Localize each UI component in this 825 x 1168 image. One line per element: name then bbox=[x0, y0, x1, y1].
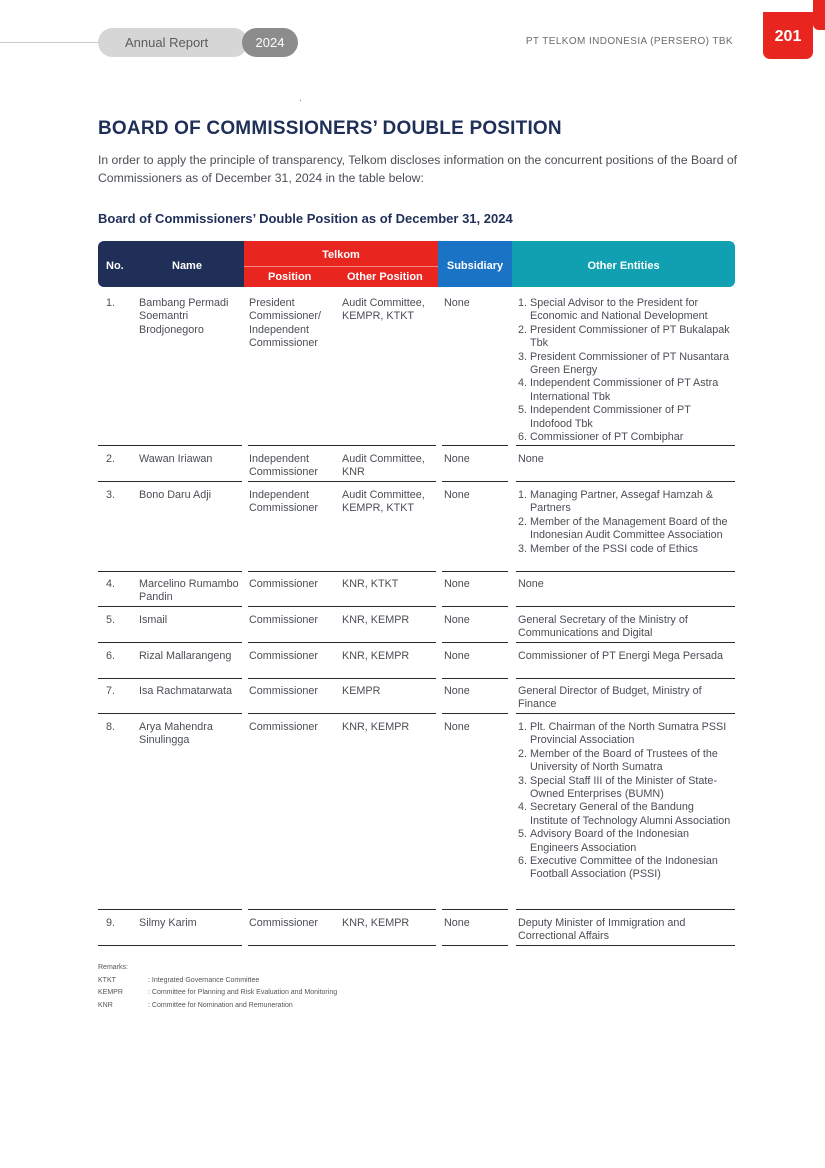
remark-abbr: KTKT bbox=[98, 976, 116, 984]
row-divider bbox=[516, 945, 735, 946]
entity-text: Commissioner of PT Combiphar bbox=[530, 431, 684, 444]
entity-text: Special Staff III of the Minister of State-Owned Enterprises (BUMN) bbox=[530, 774, 718, 801]
table-row bbox=[98, 917, 735, 945]
row-number: 6. bbox=[106, 650, 116, 662]
entity-text: Executive Committee of the Indonesian Football Association (PSSI) bbox=[530, 855, 718, 881]
row-number: 7. bbox=[106, 685, 116, 697]
row-name: Isa Rachmatarwata bbox=[139, 685, 233, 697]
entity-text: Special Advisor to the President for Economic and National Development bbox=[530, 297, 708, 323]
header-telkom bbox=[244, 241, 438, 287]
row-divider bbox=[248, 713, 436, 714]
row-number: 5. bbox=[106, 614, 116, 626]
row-other-position: KNR, KEMPR bbox=[342, 614, 410, 626]
page-title: BOARD OF COMMISSIONERS’ DOUBLE POSITION bbox=[98, 118, 562, 139]
table-row bbox=[98, 721, 735, 909]
entity-item: 6. Commissioner of PT Combiphar bbox=[518, 431, 684, 444]
remark-abbr: KEMPR bbox=[98, 989, 123, 996]
table-row bbox=[98, 578, 735, 606]
row-subsidiary: None bbox=[444, 917, 470, 929]
row-divider bbox=[98, 909, 242, 910]
company-name: PT TELKOM INDONESIA (PERSERO) TBK bbox=[525, 36, 733, 47]
row-divider bbox=[248, 571, 436, 572]
row-divider bbox=[248, 481, 436, 482]
header-other-position: Other Position bbox=[347, 271, 423, 283]
row-divider bbox=[98, 678, 242, 679]
row-name: Silmy Karim bbox=[139, 917, 197, 929]
header-other-entities bbox=[512, 241, 735, 287]
row-divider bbox=[516, 642, 735, 643]
row-subsidiary: None bbox=[444, 614, 470, 626]
row-number: 8. bbox=[106, 721, 116, 733]
entity-item: 3. Special Staff III of the Minister of State-Owned Enterprises (BUMN) bbox=[518, 774, 718, 801]
row-other-position: Audit Committee, KEMPR, KTKT bbox=[342, 489, 425, 515]
row-subsidiary: None bbox=[444, 297, 470, 309]
row-other-entities: General Director of Budget, Ministry of Finance bbox=[518, 685, 702, 711]
remark-item bbox=[98, 1000, 337, 1013]
row-other-position: KNR, KEMPR bbox=[342, 917, 410, 929]
table-row bbox=[98, 650, 735, 678]
entity-text: Independent Commissioner of PT Indofood Tbk bbox=[530, 404, 691, 430]
row-divider bbox=[516, 909, 735, 910]
row-other-position: KNR, KEMPR bbox=[342, 650, 410, 662]
row-position: Commissioner bbox=[249, 578, 318, 590]
row-subsidiary: None bbox=[444, 650, 470, 662]
row-divider bbox=[516, 713, 735, 714]
row-divider bbox=[98, 445, 242, 446]
entity-item: 3. President Commissioner of PT Nusantara Green Energy bbox=[518, 350, 730, 377]
table-row bbox=[98, 489, 735, 571]
row-other-entities bbox=[518, 297, 734, 444]
row-position: Commissioner bbox=[249, 614, 318, 626]
entity-item: 5. Independent Commissioner of PT Indofood Tbk bbox=[518, 404, 691, 430]
row-position: Commissioner bbox=[249, 721, 318, 733]
row-position: Independent Commissioner bbox=[249, 489, 318, 515]
row-divider bbox=[442, 678, 508, 679]
row-divider bbox=[248, 642, 436, 643]
entity-text: Member of the Board of Trustees of the University of North Sumatra bbox=[530, 747, 718, 774]
header-rule bbox=[0, 42, 110, 43]
entity-text: Advisory Board of the Indonesian Engineers Association bbox=[530, 828, 690, 854]
entity-item: 1. Managing Partner, Assegaf Hamzah & Partners bbox=[518, 489, 714, 515]
row-divider bbox=[442, 481, 508, 482]
entity-item: 3. Member of the PSSI code of Ethics bbox=[518, 542, 699, 555]
remark-abbr: KNR bbox=[98, 1001, 113, 1009]
row-other-position: KEMPR bbox=[342, 685, 381, 697]
row-position: Independent Commissioner bbox=[249, 453, 318, 479]
header-no: No. bbox=[106, 260, 124, 272]
remark-item bbox=[98, 987, 337, 1000]
entity-text: President Commissioner of PT Bukalapak Tbk bbox=[530, 323, 730, 350]
remark-desc: : Committee for Nomination and Remuneration bbox=[148, 1001, 293, 1009]
row-divider bbox=[442, 713, 508, 714]
row-name: Ismail bbox=[139, 614, 168, 626]
header-subsidiary-label: Subsidiary bbox=[446, 260, 504, 272]
row-divider bbox=[248, 606, 436, 607]
row-number: 2. bbox=[106, 453, 116, 465]
header-telkom-divider bbox=[244, 266, 438, 267]
entity-item: 2. President Commissioner of PT Bukalapak Tbk bbox=[518, 323, 730, 350]
entity-item: 2. Member of the Board of Trustees of the University of North Sumatra bbox=[518, 747, 718, 774]
row-divider bbox=[516, 606, 735, 607]
entity-item: 5. Advisory Board of the Indonesian Engineers Association bbox=[518, 828, 690, 854]
row-divider bbox=[248, 909, 436, 910]
row-divider bbox=[442, 445, 508, 446]
row-subsidiary: None bbox=[444, 578, 470, 590]
row-divider bbox=[442, 945, 508, 946]
row-name: Bono Daru Adji bbox=[139, 489, 212, 501]
header-no-name bbox=[98, 241, 244, 287]
row-other-entities: Deputy Minister of Immigration and Correctional Affairs bbox=[518, 917, 686, 943]
remark-desc: : Committee for Planning and Risk Evaluation and Monitoring bbox=[148, 989, 338, 996]
remark-desc: : Integrated Governance Committee bbox=[148, 976, 260, 984]
row-divider bbox=[442, 606, 508, 607]
entity-item: 4. Secretary General of the Bandung Institute of Technology Alumni Association bbox=[518, 801, 731, 827]
entity-text: President Commissioner of PT Nusantara Green Energy bbox=[530, 350, 730, 377]
row-divider bbox=[248, 945, 436, 946]
entity-item: 4. Independent Commissioner of PT Astra International Tbk bbox=[518, 377, 719, 403]
row-divider bbox=[248, 445, 436, 446]
table-title: Board of Commissioners’ Double Position as of December 31, 2024 bbox=[98, 211, 513, 226]
table-row bbox=[98, 614, 735, 642]
row-divider bbox=[98, 642, 242, 643]
row-divider bbox=[516, 481, 735, 482]
row-number: 4. bbox=[106, 578, 116, 590]
row-name: Wawan Iriawan bbox=[139, 453, 213, 465]
row-name: Bambang Permadi Soemantri Brodjonegoro bbox=[139, 297, 229, 336]
row-other-position: KNR, KTKT bbox=[342, 578, 399, 590]
header-other-entities-label: Other Entities bbox=[587, 260, 660, 272]
row-subsidiary: None bbox=[444, 453, 470, 465]
row-number: 9. bbox=[106, 917, 116, 929]
row-subsidiary: None bbox=[444, 685, 470, 697]
row-other-entities: None bbox=[518, 578, 544, 590]
page-number: 201 bbox=[763, 12, 813, 59]
table-row bbox=[98, 685, 735, 713]
entity-text: Managing Partner, Assegaf Hamzah & Partners bbox=[530, 489, 714, 515]
row-divider bbox=[516, 445, 735, 446]
row-divider bbox=[442, 571, 508, 572]
entity-item: 1. Special Advisor to the President for Economic and National Development bbox=[518, 297, 708, 323]
row-other-entities: Commissioner of PT Energi Mega Persada bbox=[518, 650, 724, 662]
remarks-label: Remarks: bbox=[98, 964, 128, 971]
table-row bbox=[98, 453, 735, 481]
row-divider bbox=[516, 678, 735, 679]
row-divider bbox=[98, 945, 242, 946]
header-position: Position bbox=[268, 271, 312, 283]
row-number: 1. bbox=[106, 297, 116, 309]
row-name: Arya Mahendra Sinulingga bbox=[139, 721, 213, 747]
row-divider bbox=[98, 571, 242, 572]
row-position: Commissioner bbox=[249, 685, 318, 697]
header-subsidiary bbox=[438, 241, 512, 287]
entity-item: 6. Executive Committee of the Indonesian Football Association (PSSI) bbox=[518, 855, 718, 881]
row-divider bbox=[98, 713, 242, 714]
row-divider bbox=[98, 606, 242, 607]
entity-text: Plt. Chairman of the North Sumatra PSSI Provincial Association bbox=[530, 721, 727, 747]
annual-report-pill: Annual Report bbox=[98, 28, 248, 57]
row-subsidiary: None bbox=[444, 489, 470, 501]
entity-text: Member of the PSSI code of Ethics bbox=[530, 542, 699, 555]
entity-item: 2. Member of the Management Board of the Indonesian Audit Committee Association bbox=[518, 515, 728, 542]
row-other-entities bbox=[518, 721, 734, 882]
row-other-position: KNR, KEMPR bbox=[342, 721, 410, 733]
remarks bbox=[98, 962, 337, 1012]
row-divider bbox=[516, 571, 735, 572]
row-name: Marcelino Rumambo Pandin bbox=[139, 578, 239, 604]
entity-text: Secretary General of the Bandung Institute of Technology Alumni Association bbox=[530, 801, 731, 827]
header-name: Name bbox=[172, 260, 202, 272]
row-other-entities: None bbox=[518, 453, 544, 465]
year-pill: 2024 bbox=[242, 28, 298, 57]
entity-text: Member of the Management Board of the Indonesian Audit Committee Association bbox=[530, 515, 728, 542]
entity-text: Independent Commissioner of PT Astra International Tbk bbox=[530, 377, 719, 403]
row-position: Commissioner bbox=[249, 650, 318, 662]
row-divider bbox=[98, 481, 242, 482]
row-name: Rizal Mallarangeng bbox=[139, 650, 232, 662]
header-telkom-label: Telkom bbox=[322, 249, 360, 261]
stray-dot bbox=[300, 100, 301, 101]
row-divider bbox=[442, 909, 508, 910]
row-divider bbox=[248, 678, 436, 679]
page-tab-corner bbox=[813, 0, 825, 30]
row-other-entities bbox=[518, 489, 734, 556]
entity-item: 1. Plt. Chairman of the North Sumatra PSSI Provincial Association bbox=[518, 721, 727, 747]
row-subsidiary: None bbox=[444, 721, 470, 733]
row-other-position: Audit Committee, KEMPR, KTKT bbox=[342, 297, 425, 323]
row-divider bbox=[442, 642, 508, 643]
row-position: Commissioner bbox=[249, 917, 318, 929]
row-other-position: Audit Committee, KNR bbox=[342, 453, 425, 479]
table-row bbox=[98, 297, 735, 445]
intro-paragraph: In order to apply the principle of transparency, Telkom discloses information on the concurrent positions of the Board of Commissioners as of December 31, 2024 in the table below: bbox=[98, 153, 738, 185]
row-position: President Commissioner/ Independent Commissioner bbox=[249, 297, 321, 350]
row-number: 3. bbox=[106, 489, 116, 501]
remark-item bbox=[98, 975, 337, 988]
row-other-entities: General Secretary of the Ministry of Communications and Digital bbox=[518, 614, 688, 640]
